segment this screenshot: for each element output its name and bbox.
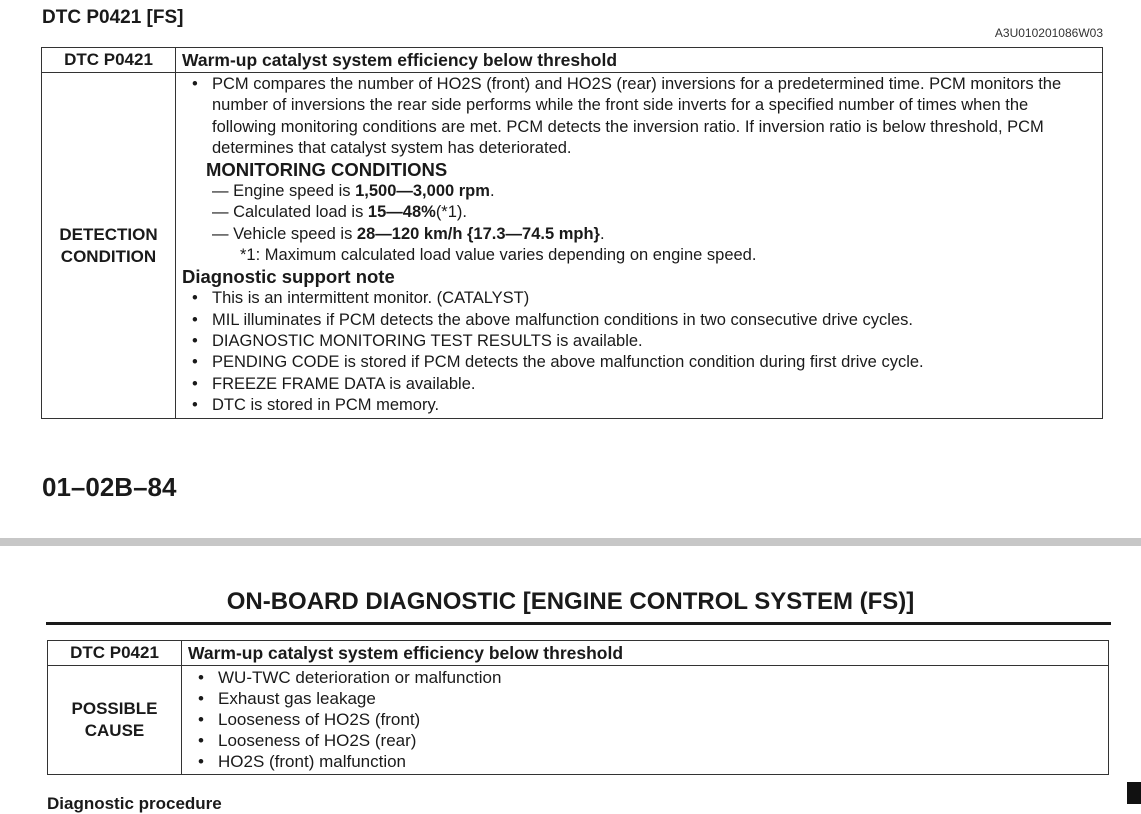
dtc-code-cell: DTC P0421 bbox=[42, 48, 176, 73]
document-id: A3U010201086W03 bbox=[994, 26, 1103, 40]
page-title: DTC P0421 [FS] bbox=[42, 7, 184, 28]
cause-item: • Looseness of HO2S (rear) bbox=[188, 730, 1102, 751]
condition-value: 1,500—3,000 rpm bbox=[355, 182, 490, 201]
condition-engine-speed bbox=[182, 181, 1094, 202]
footnote-mark: *1 bbox=[240, 246, 256, 265]
condition-calculated-load bbox=[182, 202, 1094, 223]
dtc-possible-cause-table bbox=[47, 640, 1109, 775]
title-rule bbox=[46, 622, 1111, 625]
row-label-line1: DETECTION bbox=[59, 224, 158, 244]
condition-suffix: . bbox=[599, 224, 605, 243]
page-edge-marker bbox=[1127, 782, 1141, 804]
support-note-item: • This is an intermittent monitor. (CATALYST) bbox=[182, 288, 1094, 309]
condition-prefix: — Vehicle speed is bbox=[212, 224, 357, 243]
cause-item: • WU-TWC deterioration or malfunction bbox=[188, 667, 1102, 688]
condition-suffix: (*1). bbox=[435, 203, 467, 222]
condition-vehicle-speed bbox=[182, 224, 1094, 245]
detection-condition-label bbox=[42, 73, 176, 419]
possible-cause-label bbox=[48, 666, 182, 775]
dtc-detection-table bbox=[41, 47, 1103, 419]
cause-item: • Exhaust gas leakage bbox=[188, 688, 1102, 709]
support-note-item: • MIL illuminates if PCM detects the above malfunction conditions in two consecutive drive cycles. bbox=[182, 310, 1094, 331]
monitoring-conditions-heading: MONITORING CONDITIONS bbox=[206, 159, 448, 181]
page-number: 01–02B–84 bbox=[42, 472, 177, 502]
intro-paragraph: • PCM compares the number of HO2S (front) and HO2S (rear) inversions for a predetermined time. PCM monitors the number of inversions the rear side performs while the front side inverts for a specified number of times when the following monitoring conditions are met. PCM detects the inversion ratio. If inversion ratio is below threshold, PCM determines that catalyst system has deteriorated. bbox=[182, 74, 1094, 159]
support-note-item: • DIAGNOSTIC MONITORING TEST RESULTS is available. bbox=[182, 331, 1094, 352]
condition-prefix: — Engine speed is bbox=[212, 182, 356, 201]
row-label-line2: CAUSE bbox=[84, 721, 145, 740]
cause-item: • Looseness of HO2S (front) bbox=[188, 709, 1102, 730]
condition-value: 15—48% bbox=[367, 203, 436, 222]
section-title: ON-BOARD DIAGNOSTIC [ENGINE CONTROL SYSTEM (FS)] bbox=[226, 588, 915, 615]
next-section-heading: Diagnostic procedure bbox=[47, 794, 222, 813]
condition-suffix: . bbox=[489, 182, 495, 201]
cause-item: • HO2S (front) malfunction bbox=[188, 751, 1102, 772]
support-note-item: • PENDING CODE is stored if PCM detects the above malfunction condition during first drive cycle. bbox=[182, 352, 1094, 373]
row-label-line1: POSSIBLE bbox=[71, 699, 158, 718]
support-note-item: • DTC is stored in PCM memory. bbox=[182, 395, 1094, 416]
footnote bbox=[182, 245, 1094, 266]
support-note-heading: Diagnostic support note bbox=[182, 266, 395, 288]
support-note-item: • FREEZE FRAME DATA is available. bbox=[182, 374, 1094, 395]
footnote-text: : Maximum calculated load value varies depending on engine speed. bbox=[255, 246, 757, 265]
dtc-code-cell: DTC P0421 bbox=[48, 641, 182, 666]
condition-prefix: — Calculated load is bbox=[212, 203, 368, 222]
possible-cause-body bbox=[182, 666, 1109, 775]
dtc-description-cell: Warm-up catalyst system efficiency below threshold bbox=[182, 641, 1109, 666]
page-separator bbox=[0, 538, 1141, 546]
condition-value: 28—120 km/h {17.3—74.5 mph} bbox=[356, 224, 600, 243]
detection-condition-body bbox=[176, 73, 1103, 419]
dtc-description-cell: Warm-up catalyst system efficiency below threshold bbox=[176, 48, 1103, 73]
row-label-line2: CONDITION bbox=[60, 246, 157, 266]
